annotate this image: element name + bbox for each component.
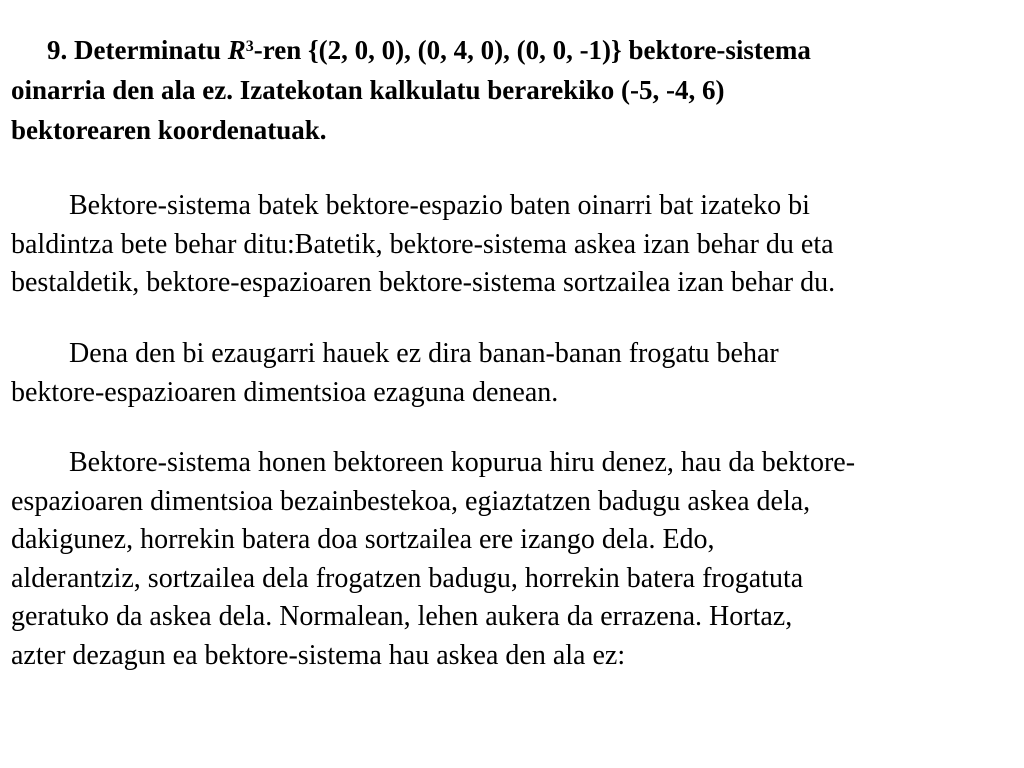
exercise-heading	[11, 30, 1016, 150]
paragraph-line: geratuko da askea dela. Normalean, lehen aukera da errazena. Hortaz,	[11, 601, 793, 632]
heading-text-start: Determinatu	[74, 35, 228, 65]
heading-text-rest: -ren {(2, 0, 0), (0, 4, 0), (0, 0, -1)} bektore-sistema	[253, 35, 811, 65]
exercise-number: 9.	[47, 35, 68, 65]
paragraph-line: baldintza bete behar ditu:Batetik, bektore-sistema askea izan behar du eta	[11, 228, 834, 260]
paragraph-basis-conditions	[11, 187, 1024, 303]
space-symbol: R	[227, 35, 246, 65]
paragraph-line-text: Bektore-sistema batek bektore-espazio baten oinarri bat izateko bi	[69, 190, 810, 221]
paragraph-line	[11, 335, 1024, 374]
paragraph-line	[11, 444, 1024, 483]
paragraph-approach	[11, 444, 1024, 675]
paragraph-line: bektore-espazioaren dimentsioa ezaguna denean.	[11, 376, 559, 408]
paragraph-line: dakigunez, horrekin batera doa sortzailea ere izango dela. Edo,	[11, 524, 715, 555]
paragraph-line: espazioaren dimentsioa bezainbestekoa, egiaztatzen badugu askea dela,	[11, 485, 811, 517]
paragraph-dimension-note	[11, 335, 1024, 412]
paragraph-line-text: Bektore-sistema honen bektoreen kopurua hiru denez, hau da bektore-	[69, 447, 856, 478]
heading-line-1	[11, 30, 1016, 70]
paragraph-line-text: Dena den bi ezaugarri hauek ez dira banan-banan frogatu behar	[69, 338, 779, 369]
paragraph-line	[11, 187, 1024, 226]
paragraph-line: alderantziz, sortzailea dela frogatzen badugu, horrekin batera frogatuta	[11, 562, 804, 594]
space-dimension: 3	[245, 38, 254, 55]
paragraph-line: azter dezagun ea bektore-sistema hau askea den ala ez:	[11, 639, 626, 671]
heading-line-2: oinarria den ala ez. Izatekotan kalkulatu berarekiko (-5, -4, 6)	[11, 75, 725, 105]
heading-line-3: bektorearen koordenatuak.	[11, 115, 327, 145]
paragraph-line: bestaldetik, bektore-espazioaren bektore-sistema sortzailea izan behar du.	[11, 267, 836, 298]
